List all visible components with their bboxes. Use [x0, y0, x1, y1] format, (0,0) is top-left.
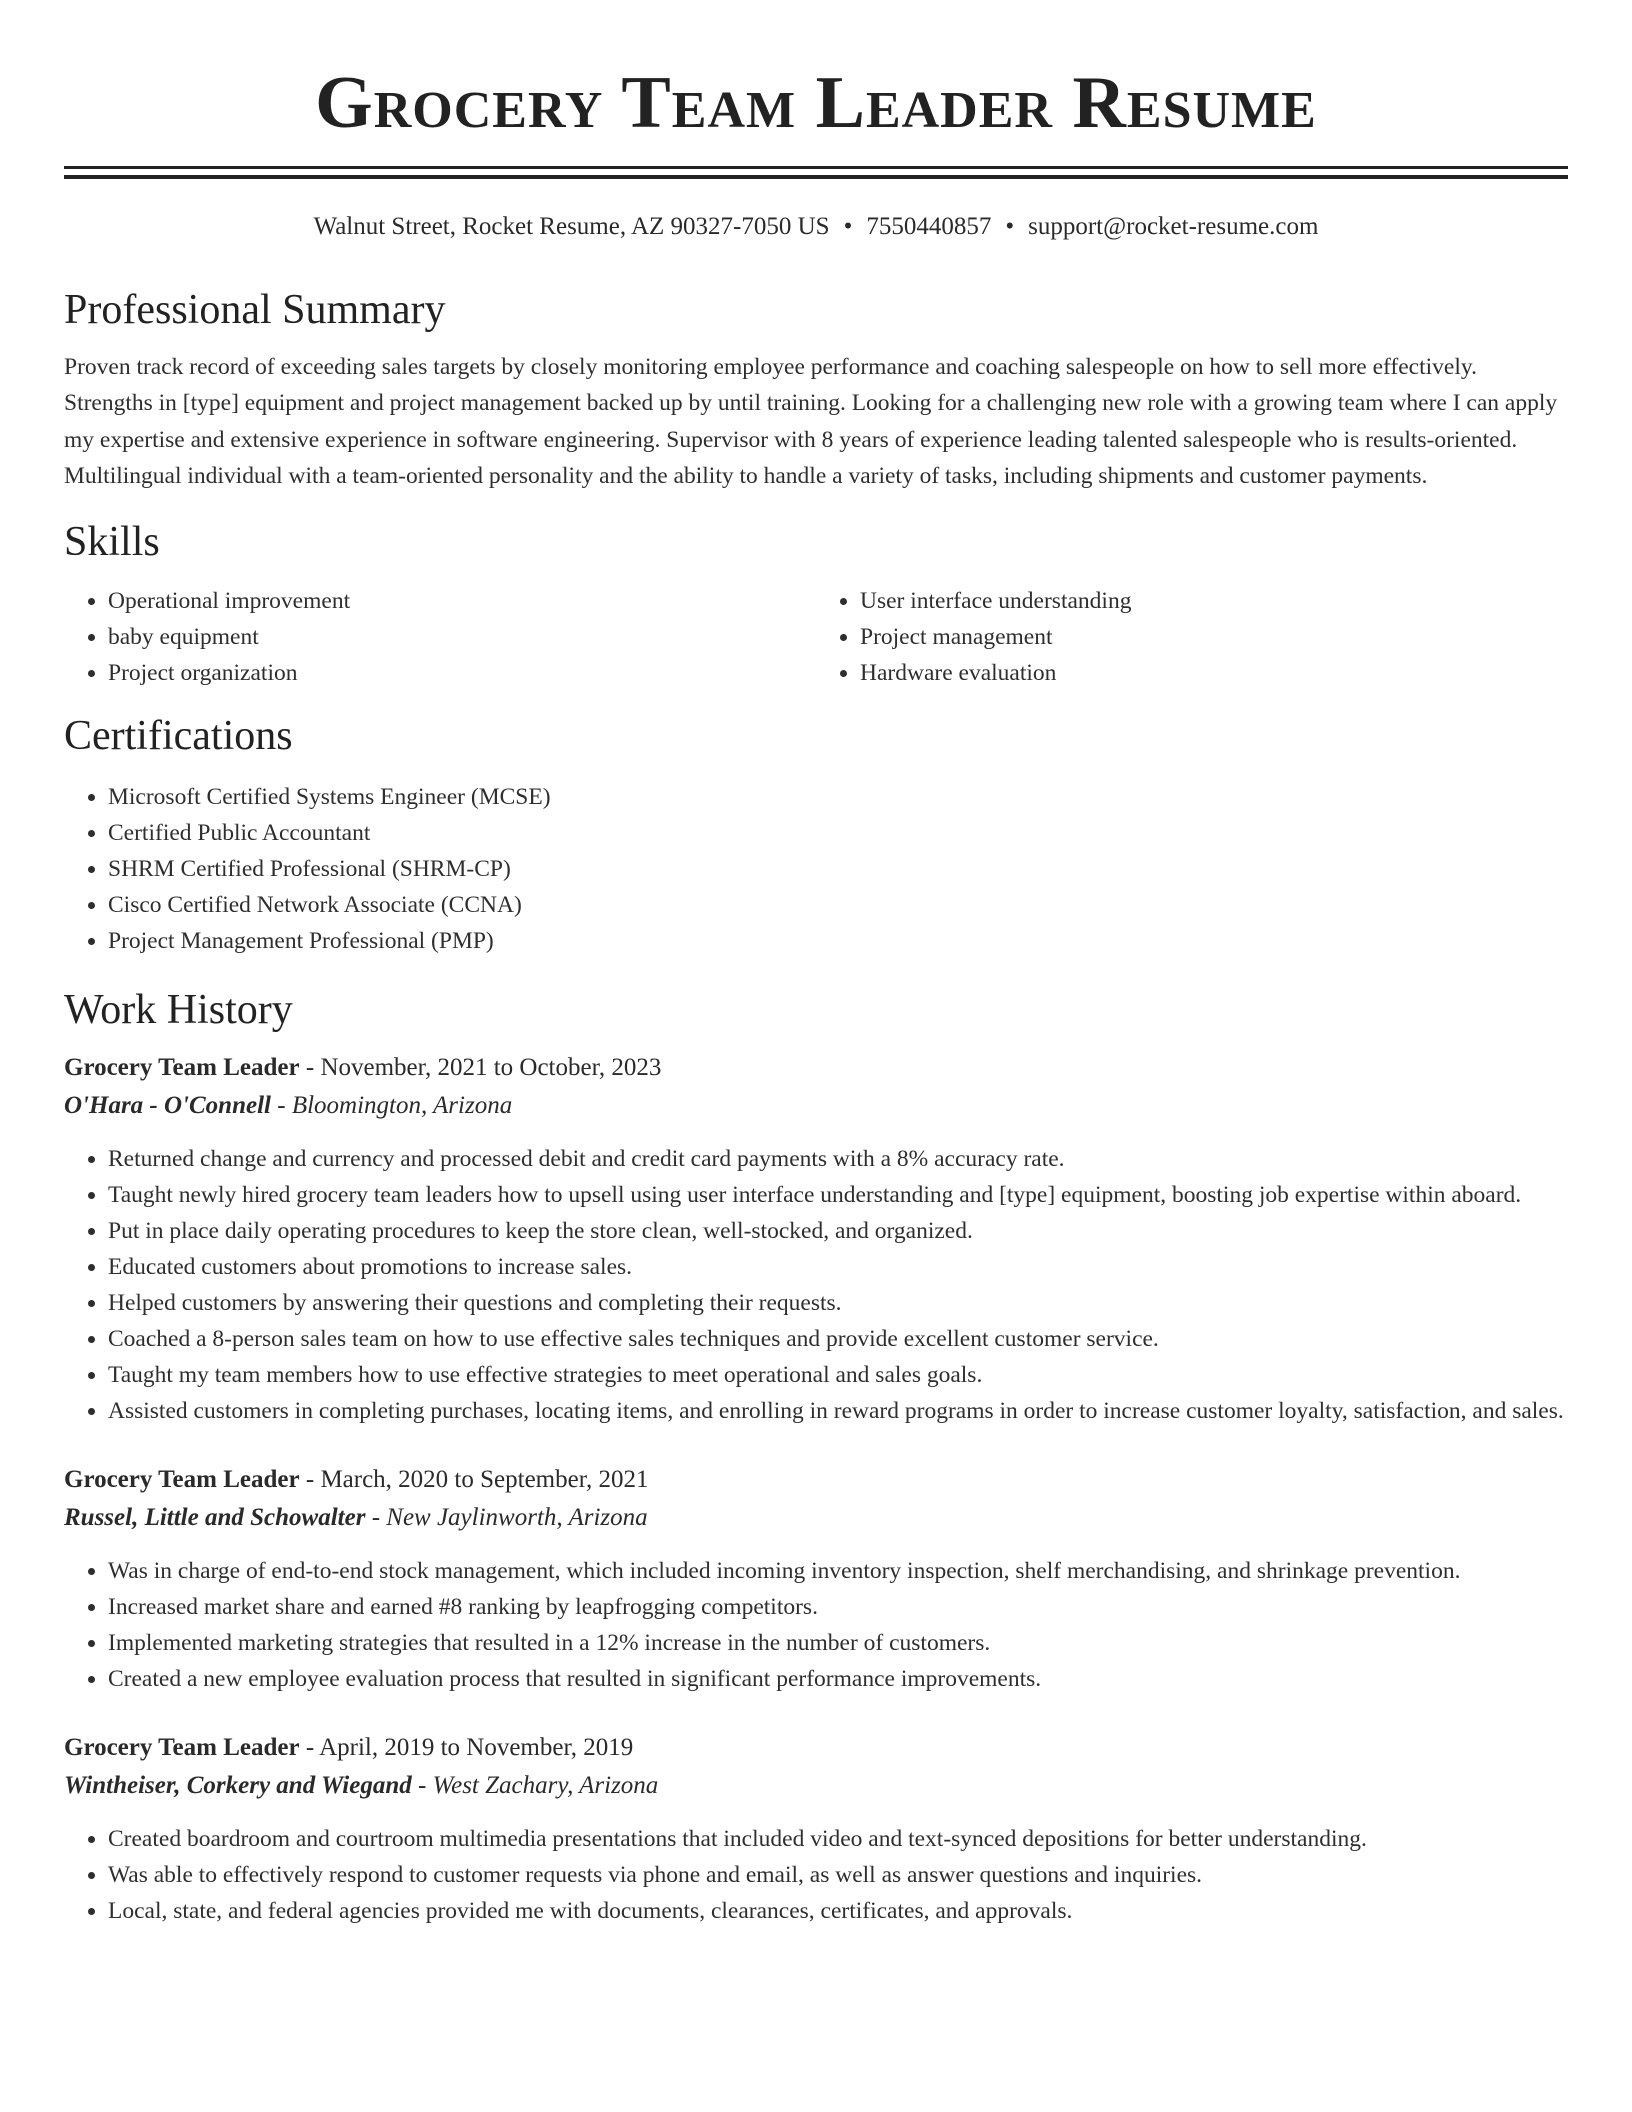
job-bullet: • Put in place daily operating procedures to keep the store clean, well-stocked, and organized.	[108, 1213, 1568, 1249]
job-company-line	[64, 1499, 1568, 1537]
work-history-heading: Work History	[64, 986, 293, 1033]
job-bullet: • Implemented marketing strategies that resulted in a 12% increase in the number of customers.	[108, 1625, 1568, 1661]
job-bullet: • Taught newly hired grocery team leaders how to upsell using user interface understanding and [type] equipment, boosting job expertise within aboard.	[108, 1177, 1568, 1213]
job-bullet: • Educated customers about promotions to increase sales.	[108, 1249, 1568, 1285]
job-bullets	[64, 1141, 1568, 1429]
contact-phone: 7550440857	[866, 213, 992, 240]
contact-address: Walnut Street, Rocket Resume, AZ 90327-7050 US	[313, 213, 830, 240]
job-bullet: • Was able to effectively respond to customer requests via phone and email, as well as answer questions and inquiries.	[108, 1857, 1568, 1893]
job-bullet: • Created boardroom and courtroom multimedia presentations that included video and text-synced depositions for better understanding.	[108, 1821, 1568, 1857]
job-company-line	[64, 1767, 1568, 1805]
job-bullet: • Assisted customers in completing purchases, locating items, and enrolling in reward programs in order to increase customer loyalty, satisfaction, and sales.	[108, 1393, 1568, 1429]
job-company: O'Hara - O'Connell	[64, 1091, 271, 1119]
summary-heading: Professional Summary	[64, 287, 446, 333]
job-title: Grocery Team Leader	[64, 1465, 300, 1493]
job-bullet: • Helped customers by answering their questions and completing their requests.	[108, 1285, 1568, 1321]
job-dates: November, 2021 to October, 2023	[320, 1053, 662, 1081]
job-dash: -	[411, 1771, 433, 1799]
job-bullet: • Coached a 8-person sales team on how to use effective sales techniques and provide excellent customer service.	[108, 1321, 1568, 1357]
skill-item: • Project management	[860, 619, 1568, 655]
certification-item: • Cisco Certified Network Associate (CCNA)	[108, 887, 1568, 923]
certification-item: • Microsoft Certified Systems Engineer (MCSE)	[108, 779, 1568, 815]
job-company: Wintheiser, Corkery and Wiegand	[64, 1771, 412, 1799]
contact-line	[64, 211, 1568, 243]
skill-item: • User interface understanding	[860, 583, 1568, 619]
skills-column-right	[816, 583, 1568, 691]
contact-separator: •	[843, 213, 853, 240]
contact-email: support@rocket-resume.com	[1028, 213, 1319, 240]
job-company: Russel, Little and Schowalter	[64, 1503, 366, 1531]
job-bullet: • Was in charge of end-to-end stock management, which included incoming inventory inspection, shelf merchandising, and shrinkage prevention.	[108, 1553, 1568, 1589]
job-location: Bloomington, Arizona	[291, 1091, 513, 1119]
job-dash: -	[270, 1091, 292, 1119]
page-title: Grocery Team Leader Resume	[315, 62, 1317, 144]
job-dates: April, 2019 to November, 2019	[319, 1733, 634, 1761]
skills-list	[64, 583, 1568, 691]
job-title-line	[64, 1049, 1568, 1087]
skill-item: • Hardware evaluation	[860, 655, 1568, 691]
job-location: West Zachary, Arizona	[432, 1771, 659, 1799]
job-location: New Jaylinworth, Arizona	[386, 1503, 648, 1531]
job-entry	[64, 1049, 1568, 1429]
certifications-heading: Certifications	[64, 712, 293, 759]
job-dash: -	[365, 1503, 387, 1531]
job-bullets	[64, 1553, 1568, 1697]
job-entry	[64, 1461, 1568, 1697]
job-dash: -	[299, 1465, 321, 1493]
job-title-line	[64, 1461, 1568, 1499]
job-title: Grocery Team Leader	[64, 1053, 300, 1081]
job-bullets	[64, 1821, 1568, 1929]
title-divider-top	[64, 166, 1568, 169]
job-bullet: • Created a new employee evaluation process that resulted in significant performance improvements.	[108, 1661, 1568, 1697]
job-bullet: • Taught my team members how to use effective strategies to meet operational and sales goals.	[108, 1357, 1568, 1393]
job-entry	[64, 1729, 1568, 1929]
job-dash: -	[299, 1053, 321, 1081]
job-dash: -	[299, 1733, 320, 1761]
title-divider-bottom	[64, 175, 1568, 179]
skill-item: • Project organization	[108, 655, 816, 691]
job-bullet: • Increased market share and earned #8 ranking by leapfrogging competitors.	[108, 1589, 1568, 1625]
job-title: Grocery Team Leader	[64, 1733, 300, 1761]
certification-item: • Certified Public Accountant	[108, 815, 1568, 851]
skill-item: • Operational improvement	[108, 583, 816, 619]
skills-heading: Skills	[64, 518, 160, 565]
job-title-line	[64, 1729, 1568, 1767]
job-bullet: • Returned change and currency and processed debit and credit card payments with a 8% accuracy rate.	[108, 1141, 1568, 1177]
skill-item: • baby equipment	[108, 619, 816, 655]
certification-item: • SHRM Certified Professional (SHRM-CP)	[108, 851, 1568, 887]
resume-page	[64, 0, 1568, 1929]
certifications-list	[64, 779, 1568, 959]
certification-item: • Project Management Professional (PMP)	[108, 923, 1568, 959]
contact-separator: •	[1005, 213, 1015, 240]
job-bullet: • Local, state, and federal agencies provided me with documents, clearances, certificates, and approvals.	[108, 1893, 1568, 1929]
summary-text: Proven track record of exceeding sales targets by closely monitoring employee performance and coaching salespeople on how to sell more effectively. Strengths in [type] equipment and project management backed up by until training. Looking for a challenging new role with a growing team where I can apply my expertise and extensive experience in software engineering. Supervisor with 8 years of experience leading talented salespeople who is results-oriented. Multilingual individual with a team-oriented personality and the ability to handle a variety of tasks, including shipments and customer payments.	[64, 354, 1558, 490]
job-dates: March, 2020 to September, 2021	[320, 1465, 649, 1493]
job-company-line	[64, 1087, 1568, 1125]
skills-column-left	[64, 583, 816, 691]
